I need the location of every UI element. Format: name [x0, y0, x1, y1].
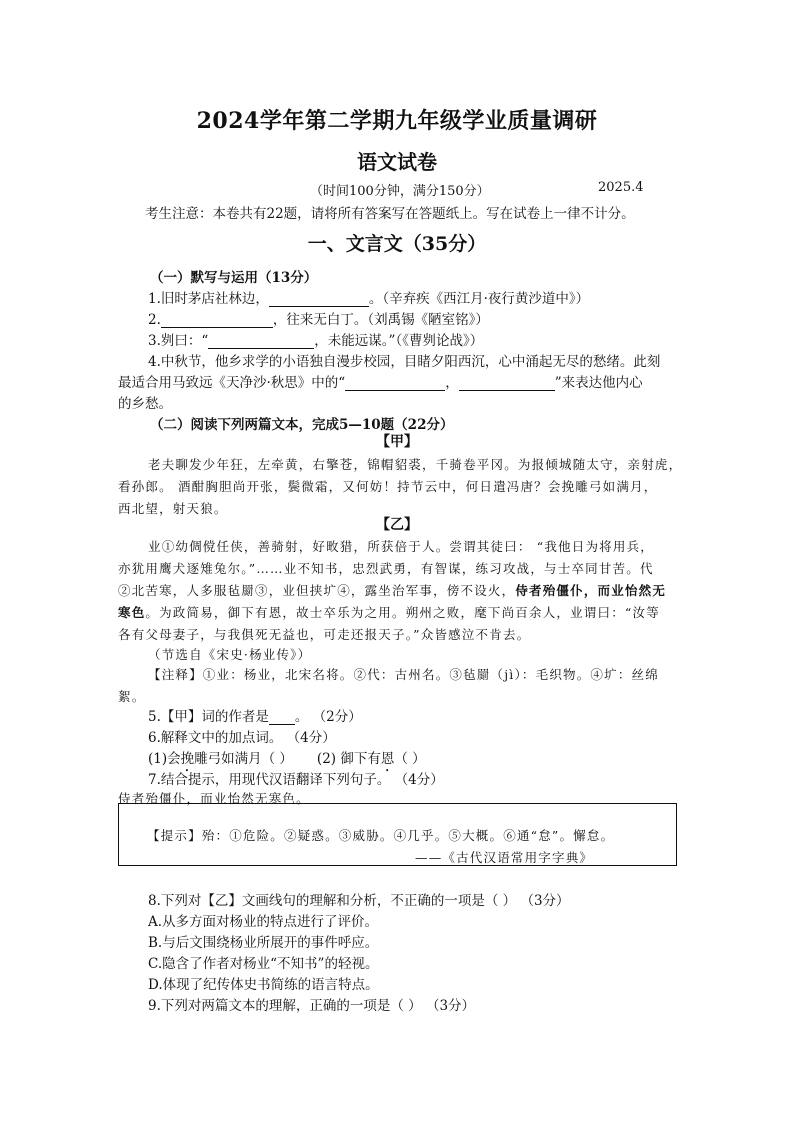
q6-item1-c: 雕弓如满月（ ） — [194, 751, 293, 767]
text-jia-label: 【甲】 — [376, 434, 418, 450]
exam-date: 2025.4 — [598, 180, 644, 195]
q1-text-b: 。（辛弃疾《西江月·夜行黄沙道中》） — [368, 291, 590, 307]
question-4-line1: 4.中秋节，他乡求学的小语独自漫步校园，目睹夕阳西沉，心中涌起无尽的愁绪。此刻 — [148, 354, 661, 370]
text-yi-label: 【乙】 — [376, 517, 418, 533]
question-7: 7.结合提示，用现代汉语翻译下列句子。 （4分） — [148, 772, 444, 788]
q5-text-b: 。 （2分） — [294, 709, 362, 725]
text-yi-line2: 亦犹用鹰犬逐雉兔尔。”……业不知书，忠烈武勇，有智谋，练习攻战，与士卒同甘苦。代 — [118, 561, 654, 576]
exam-notice: 考生注意：本卷共有22题，请将所有答案写在答题纸上。写在试卷上一律不计分。 — [145, 206, 635, 222]
hint-text: 【提示】殆：①危险。②疑惑。③威胁。④几乎。⑤大概。⑥通“怠”。懈怠。 — [147, 828, 615, 843]
question-4-line3: 的乡愁。 — [118, 396, 172, 412]
q6-item1-dotted-word: 挽 — [180, 751, 195, 767]
q4-answer-blank-1 — [345, 376, 445, 391]
q6-item1-a: (1)会 — [148, 751, 181, 767]
q4-answer-blank-2 — [459, 376, 555, 391]
q1-text-a: 1.旧时茅店社林边， — [148, 291, 269, 307]
question-6: 6.解释文中的加点词。 （4分） — [148, 730, 336, 746]
q5-text-a: 5.【甲】词的作者是 — [148, 709, 269, 725]
q4-text-b: ， — [445, 375, 459, 391]
question-1 — [148, 287, 589, 307]
q8-option-b: B.与后文围绕杨业所展开的事件呼应。 — [148, 935, 379, 951]
notes-line1: 【注释】①业：杨业，北宋名将。②代：古州名。③毡罽（jì）：毛织物。④圹：丝绵 — [148, 667, 659, 682]
part1-heading: （一）默写与运用（13分） — [150, 270, 318, 286]
question-8: 8.下列对【乙】文画线句的理解和分析，不正确的一项是（ ） （3分） — [148, 893, 570, 909]
section-title: 一、文言文（35分） — [307, 233, 487, 255]
question-3 — [148, 329, 483, 349]
q2-answer-blank — [161, 313, 273, 328]
yi-line3-text: ②北苦寒，人多服毡罽③，业但挟圹④，露坐治军事，傍不设火， — [118, 583, 516, 598]
text-yi-line1: 业①幼倜傥任侠，善骑射，好畋猎，所获倍于人。尝谓其徒曰： “我他日为将用兵， — [148, 539, 654, 554]
yi-underlined-sentence-part1: 侍者殆僵仆，而业怡然无 — [515, 583, 667, 598]
yi-line4-text: 。为政简易，御下有恩，故士卒乐为之用。朔州之败，麾下尚百余人，业谓曰：“汝等 — [145, 605, 660, 620]
q8-option-c: C.隐含了作者对杨业“不知书”的轻视。 — [148, 956, 379, 972]
q5-answer-blank — [269, 710, 295, 725]
yi-underlined-sentence-part2: 寒色 — [118, 605, 146, 620]
q4-text-a: 最适合用马致远《天净沙·秋思》中的“ — [118, 375, 346, 391]
q6-item2-dotted-word: 恩 — [380, 751, 395, 767]
text-yi-line4 — [118, 603, 660, 621]
q2-text-a: 2. — [148, 312, 161, 328]
text-yi-line5: 各有父母妻子，与我俱死无益也，可走还报天子。”众皆感泣不肯去。 — [118, 627, 531, 642]
question-7-sentence: 侍者殆僵仆，而业怡然无寒色。 — [118, 791, 310, 806]
q1-answer-blank — [269, 292, 369, 307]
q8-option-a: A.从多方面对杨业的特点进行了评价。 — [148, 914, 379, 930]
q3-text-a: 3.刿曰：“ — [148, 333, 209, 349]
text-jia-line1: 老夫聊发少年狂，左牵黄，右擎苍，锦帽貂裘，千骑卷平冈。为报倾城随太守，亲射虎， — [148, 457, 683, 472]
q3-answer-blank — [208, 334, 314, 349]
question-2 — [148, 308, 489, 328]
q8-option-d: D.体现了纪传体史书简练的语言特点。 — [148, 977, 379, 993]
text-yi-line3 — [118, 581, 666, 599]
q6-item2-c: （ ） — [394, 751, 426, 767]
q2-text-b: ，往来无白丁。（刘禹锡《陋室铭》） — [272, 312, 489, 328]
q6-item2-a: (2) 御下有 — [316, 751, 381, 767]
exam-title: 2024学年第二学期九年级学业质量调研 — [196, 108, 598, 134]
text-jia-line3: 西北望，射天狼。 — [118, 501, 228, 516]
exam-time-score: （时间100分钟，满分150分） — [310, 184, 490, 199]
hint-source: ——《古代汉语常用字字典》 — [415, 850, 594, 865]
hint-box — [118, 803, 677, 866]
text-source: （节选自《宋史·杨业传》） — [148, 647, 312, 662]
notes-line2: 絮。 — [118, 689, 146, 704]
exam-subtitle: 语文试卷 — [357, 150, 437, 174]
q3-text-b: ，未能远谋。”（《曹刿论战》） — [314, 333, 484, 349]
question-5 — [148, 705, 362, 725]
q4-text-c: ”来表达他内心 — [554, 375, 643, 391]
text-jia-line2: 看孙郎。 酒酣胸胆尚开张，鬓微霜，又何妨！持节云中，何日遣冯唐？会挽雕弓如满月， — [118, 479, 658, 494]
part2-heading: （二）阅读下列两篇文本，完成5—10题（22分） — [150, 417, 454, 433]
question-4-line2 — [118, 371, 643, 391]
question-9: 9.下列对两篇文本的理解，正确的一项是（ ） （3分） — [148, 998, 476, 1014]
